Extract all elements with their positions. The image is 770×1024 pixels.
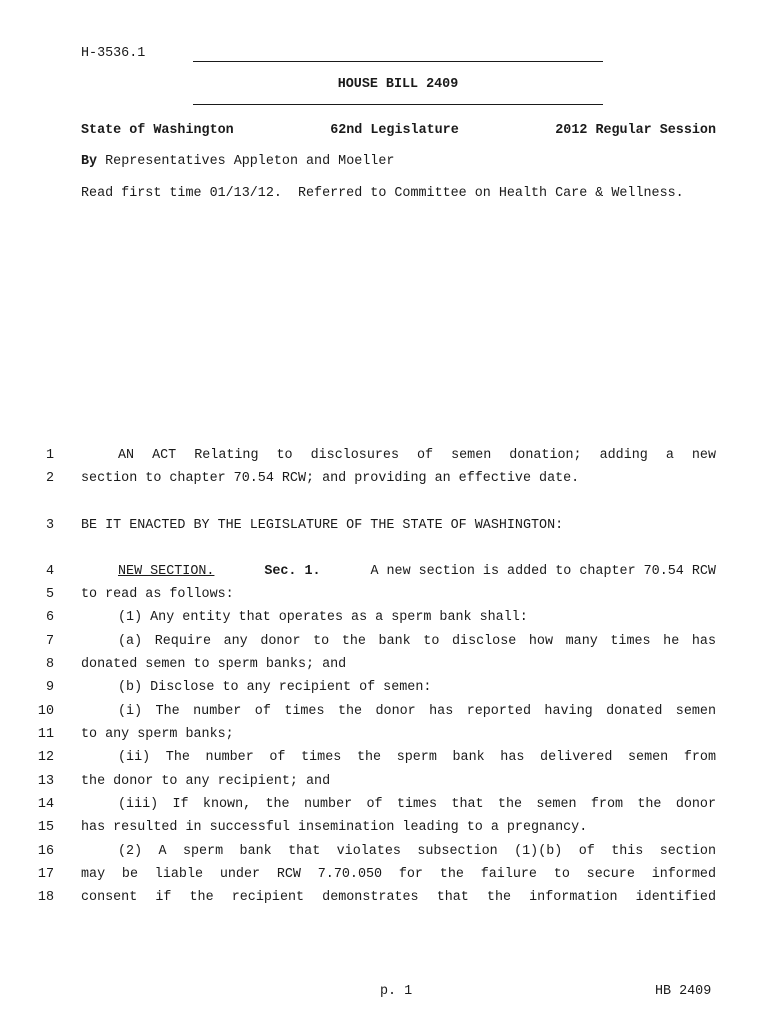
legislature-label: 62nd Legislature <box>330 123 459 138</box>
line-number: 6 <box>45 610 54 625</box>
bill-line: (a) Require any donor to the bank to disclose how many times he has <box>118 634 716 649</box>
line-number: 18 <box>37 890 54 905</box>
bill-line: section to chapter 70.54 RCW; and providing an effective date. <box>81 471 580 486</box>
bill-line: (ii) The number of times the sperm bank has delivered semen from <box>118 750 716 765</box>
page-number: p. 1 <box>380 984 413 999</box>
line-number: 5 <box>45 587 54 602</box>
line-number: 17 <box>37 867 54 882</box>
line-number: 8 <box>45 657 54 672</box>
line-number: 4 <box>45 564 54 579</box>
bill-line: (1) Any entity that operates as a sperm bank shall: <box>118 610 528 625</box>
bill-line: donated semen to sperm banks; and <box>81 657 347 672</box>
line-number: 9 <box>45 680 54 695</box>
line-number: 7 <box>45 634 54 649</box>
line-number: 1 <box>45 448 54 463</box>
line-number: 14 <box>37 797 54 812</box>
line-number: 10 <box>37 704 54 719</box>
new-section-label: NEW SECTION. <box>118 564 215 579</box>
bill-line: has resulted in successful insemination leading to a pregnancy. <box>81 820 588 835</box>
state-label: State of Washington <box>81 123 234 138</box>
bill-line <box>81 564 716 580</box>
line-number: 13 <box>37 774 54 789</box>
bill-line: (iii) If known, the number of times that the semen from the donor <box>118 797 716 812</box>
line-number: 12 <box>37 750 54 765</box>
line-number: 3 <box>45 518 54 533</box>
bill-line: BE IT ENACTED BY THE LEGISLATURE OF THE STATE OF WASHINGTON: <box>81 518 564 533</box>
session-label: 2012 Regular Session <box>555 123 716 138</box>
bill-line: (2) A sperm bank that violates subsection (1)(b) of this section <box>118 844 716 859</box>
reading-line: Read first time 01/13/12. Referred to Committee on Health Care & Wellness. <box>81 186 684 201</box>
section-text: A new section is added to chapter 70.54 RCW <box>370 564 716 579</box>
bill-line: to any sperm banks; <box>81 727 234 742</box>
line-number: 2 <box>45 471 54 486</box>
session-info-row <box>81 123 716 139</box>
sponsors-line <box>81 154 394 170</box>
line-number: 11 <box>37 727 54 742</box>
bill-line: AN ACT Relating to disclosures of semen donation; adding a new <box>118 448 716 463</box>
bill-line: may be liable under RCW 7.70.050 for the failure to secure informed <box>81 867 716 882</box>
bill-title: HOUSE BILL 2409 <box>337 77 459 92</box>
bill-line: (i) The number of times the donor has reported having donated semen <box>118 704 716 719</box>
section-number: Sec. 1. <box>264 564 321 579</box>
sponsors-names: Representatives Appleton and Moeller <box>105 154 395 169</box>
bill-line: (b) Disclose to any recipient of semen: <box>118 680 432 695</box>
header-rule-top <box>193 61 603 62</box>
bill-line: the donor to any recipient; and <box>81 774 331 789</box>
bill-line: consent if the recipient demonstrates that the information identified <box>81 890 716 905</box>
footer-bill-ref: HB 2409 <box>655 984 712 999</box>
document-code: H-3536.1 <box>81 46 146 61</box>
bill-line: to read as follows: <box>81 587 234 602</box>
line-number: 16 <box>37 844 54 859</box>
line-number: 15 <box>37 820 54 835</box>
sponsors-prefix: By <box>81 154 98 169</box>
header-rule-bottom <box>193 104 603 105</box>
